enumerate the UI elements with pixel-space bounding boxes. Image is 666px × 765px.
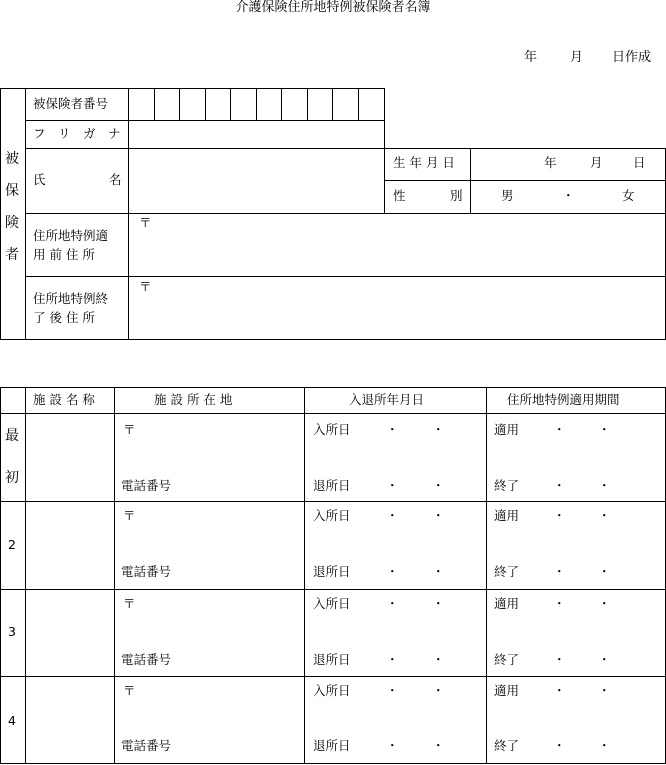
leave-dot-2: ・: [432, 478, 445, 493]
apply-label: 適用: [494, 596, 520, 611]
header-facility-name: 施 設 名 称: [33, 392, 95, 407]
admit-dot-2: ・: [432, 596, 445, 611]
admit-dot-2: ・: [432, 683, 445, 698]
row-label: 3: [8, 624, 16, 639]
end-dot-1: ・: [553, 738, 566, 753]
location-postal: 〒: [123, 422, 136, 437]
admit-label: 入所日: [313, 508, 351, 523]
row-label: 2: [8, 537, 16, 552]
page-title: 介護保険住所地特例被保険者名簿: [235, 0, 431, 15]
end-dot-2: ・: [598, 478, 611, 493]
end-label: 終了: [494, 652, 520, 667]
apply-dot-1: ・: [553, 683, 566, 698]
birth-day: 日: [633, 155, 646, 170]
apply-label: 適用: [494, 683, 520, 698]
leave-label: 退所日: [313, 652, 351, 667]
prev-address-label-2: 用 前 住 所: [33, 247, 95, 262]
location-phone: 電話番号: [121, 478, 172, 493]
prev-address-postal: 〒: [139, 215, 152, 230]
header-special-period: 住所地特例適用期間: [507, 392, 620, 407]
table-row: [0, 676, 666, 763]
apply-dot-2: ・: [598, 596, 611, 611]
prev-address-label-1: 住所地特例適: [33, 228, 109, 243]
admit-dot-1: ・: [386, 683, 399, 698]
leave-label: 退所日: [313, 564, 351, 579]
header-admission-dates: 入退所年月日: [349, 392, 425, 407]
admit-dot-2: ・: [432, 508, 445, 523]
apply-dot-1: ・: [553, 508, 566, 523]
end-dot-1: ・: [553, 564, 566, 579]
admit-dot-2: ・: [432, 422, 445, 437]
location-phone: 電話番号: [121, 564, 172, 579]
leave-label: 退所日: [313, 478, 351, 493]
location-phone: 電話番号: [121, 738, 172, 753]
insured-table: 被 保 険 者 被保険者番号 フ リ ガ ナ 氏 名 生 年 月 日 年 月 日 性 別 男 ・ 女 住所地特例適 用 前 住 所 〒 住所地特例終 了 後 住 所 〒: [0, 0, 666, 345]
row-label: 4: [8, 713, 16, 728]
admit-label: 入所日: [313, 422, 351, 437]
leave-dot-1: ・: [386, 478, 399, 493]
end-address-label-1: 住所地特例終: [33, 291, 109, 306]
leave-dot-1: ・: [386, 564, 399, 579]
end-label: 終了: [494, 478, 520, 493]
sex-separator: ・: [562, 188, 575, 203]
name-label-2: 名: [109, 172, 122, 187]
table-row: [0, 501, 666, 589]
row-label-bottom: 初: [5, 470, 19, 486]
furigana-label: フ リ ガ ナ: [33, 126, 121, 141]
end-label: 終了: [494, 738, 520, 753]
insured-number-label: 被保険者番号: [33, 96, 109, 111]
leave-dot-1: ・: [386, 738, 399, 753]
header-facility-location: 施 設 所 在 地: [154, 392, 233, 407]
end-dot-1: ・: [553, 478, 566, 493]
admit-label: 入所日: [313, 683, 351, 698]
table-row: [0, 589, 666, 676]
end-dot-2: ・: [598, 652, 611, 667]
end-address-label-2: 了 後 住 所: [33, 310, 95, 325]
end-address-postal: 〒: [139, 279, 152, 294]
sex-female: 女: [622, 188, 635, 203]
location-postal: 〒: [123, 683, 136, 698]
admit-label: 入所日: [313, 596, 351, 611]
admit-dot-1: ・: [386, 596, 399, 611]
apply-label: 適用: [494, 422, 520, 437]
name-label-1: 氏: [33, 172, 46, 187]
apply-dot-1: ・: [553, 596, 566, 611]
date-month: 月: [570, 50, 584, 65]
apply-label: 適用: [494, 508, 520, 523]
end-dot-2: ・: [598, 564, 611, 579]
apply-dot-1: ・: [553, 422, 566, 437]
leave-dot-2: ・: [432, 564, 445, 579]
end-dot-2: ・: [598, 738, 611, 753]
admit-dot-1: ・: [386, 422, 399, 437]
end-label: 終了: [494, 564, 520, 579]
apply-dot-2: ・: [598, 508, 611, 523]
birth-label: 生 年 月 日: [393, 155, 455, 170]
date-created: 日作成: [612, 50, 652, 65]
birth-year: 年: [544, 155, 557, 170]
apply-dot-2: ・: [598, 422, 611, 437]
end-dot-1: ・: [553, 652, 566, 667]
date-year: 年: [524, 50, 538, 65]
sex-label-1: 性: [393, 188, 406, 203]
location-phone: 電話番号: [121, 652, 172, 667]
table-row: [0, 413, 666, 501]
leave-dot-2: ・: [432, 652, 445, 667]
leave-label: 退所日: [313, 738, 351, 753]
sex-label-2: 別: [450, 188, 463, 203]
apply-dot-2: ・: [598, 683, 611, 698]
admit-dot-1: ・: [386, 508, 399, 523]
sex-male: 男: [501, 188, 514, 203]
birth-month: 月: [590, 155, 603, 170]
location-postal: 〒: [123, 508, 136, 523]
row-label-top: 最: [5, 428, 19, 444]
location-postal: 〒: [123, 596, 136, 611]
leave-dot-2: ・: [432, 738, 445, 753]
leave-dot-1: ・: [386, 652, 399, 667]
